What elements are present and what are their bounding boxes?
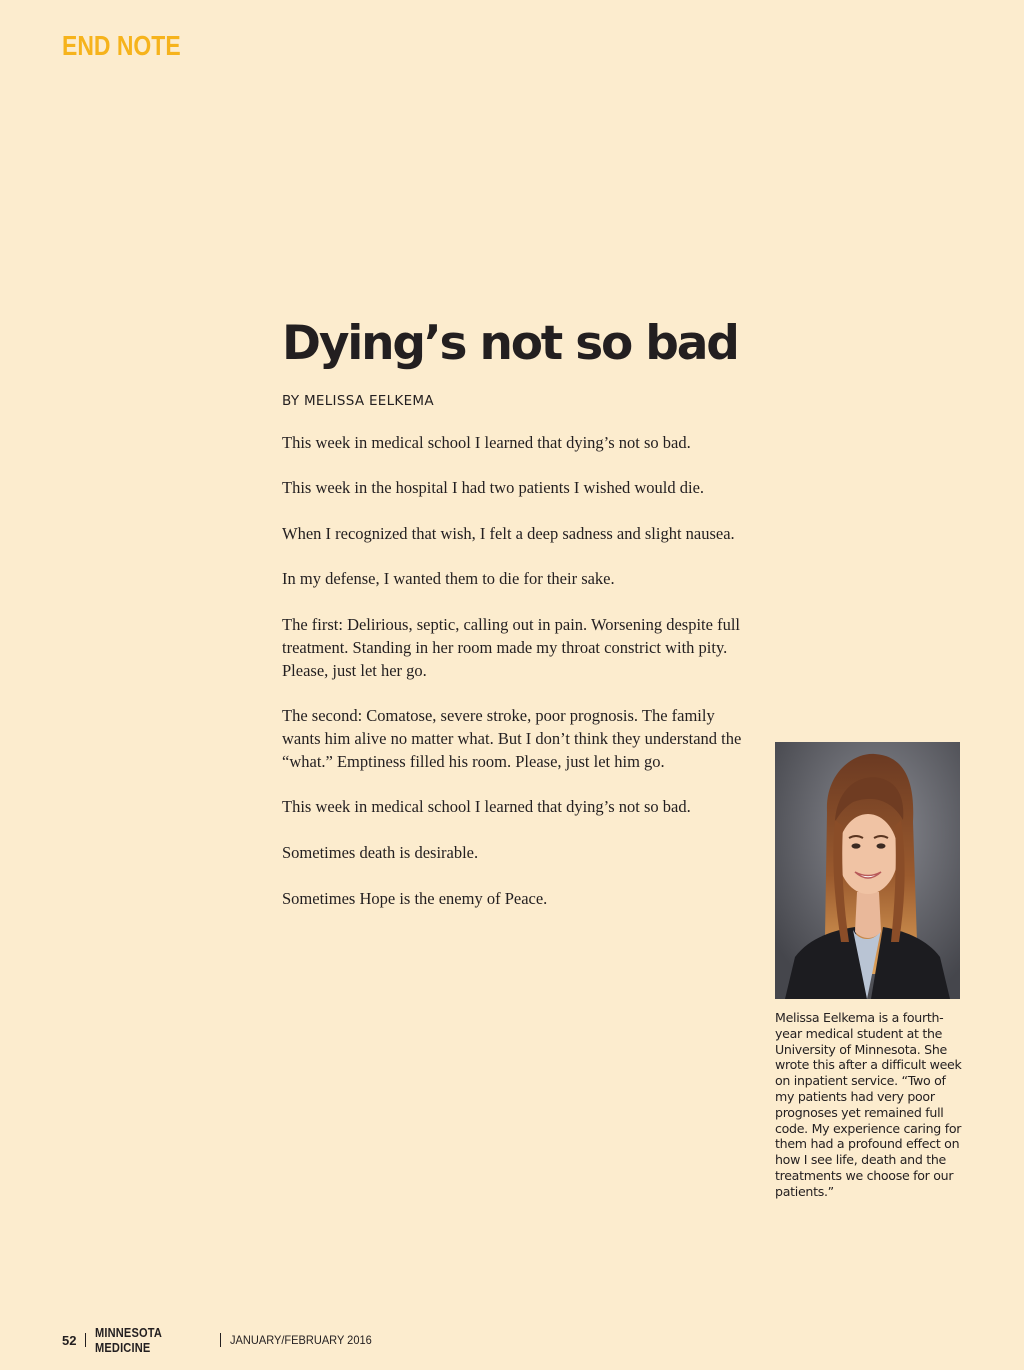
section-label: END NOTE	[62, 30, 181, 61]
author-photo	[775, 742, 960, 999]
article-body	[282, 432, 752, 911]
paragraph: The second: Comatose, severe stroke, poor prognosis. The family wants him alive no matter what. But I don’t think they understand the “what.” Emptiness filled his room. Please, just let him go.	[282, 706, 742, 771]
magazine-name: MINNESOTA MEDICINE	[95, 1325, 163, 1355]
issue-date: JANUARY/FEBRUARY 2016	[230, 1333, 373, 1347]
paragraph: This week in medical school I learned that dying’s not so bad.	[282, 797, 691, 817]
paragraph: Sometimes Hope is the enemy of Peace.	[282, 888, 548, 908]
page-number: 52	[62, 1332, 77, 1348]
paragraph: When I recognized that wish, I felt a deep sadness and slight nausea.	[282, 523, 735, 543]
paragraph: The first: Delirious, septic, calling out in pain. Worsening despite full treatment. Standing in her room made my throat constrict with pity. Please, just let her go.	[282, 615, 740, 680]
footer-divider	[220, 1333, 221, 1347]
paragraph: Sometimes death is desirable.	[282, 843, 479, 863]
footer-divider	[85, 1333, 86, 1347]
article	[282, 318, 752, 933]
author-caption: Melissa Eelkema is a fourth-year medical student at the University of Minnesota. She wrote this after a difficult week on inpatient service. “Two of my patients had very poor prognoses yet remained full code. My experience caring for them had a profound effect on how I see life, death and the treatments we choose for our patients.”	[775, 1010, 962, 1199]
paragraph: This week in the hospital I had two patients I wished would die.	[282, 478, 705, 498]
paragraph: This week in medical school I learned that dying’s not so bad.	[282, 432, 691, 452]
page-footer	[62, 1325, 385, 1355]
paragraph: In my defense, I wanted them to die for their sake.	[282, 569, 615, 589]
article-byline: BY MELISSA EELKEMA	[282, 392, 434, 409]
article-title: Dying’s not so bad	[282, 316, 738, 371]
